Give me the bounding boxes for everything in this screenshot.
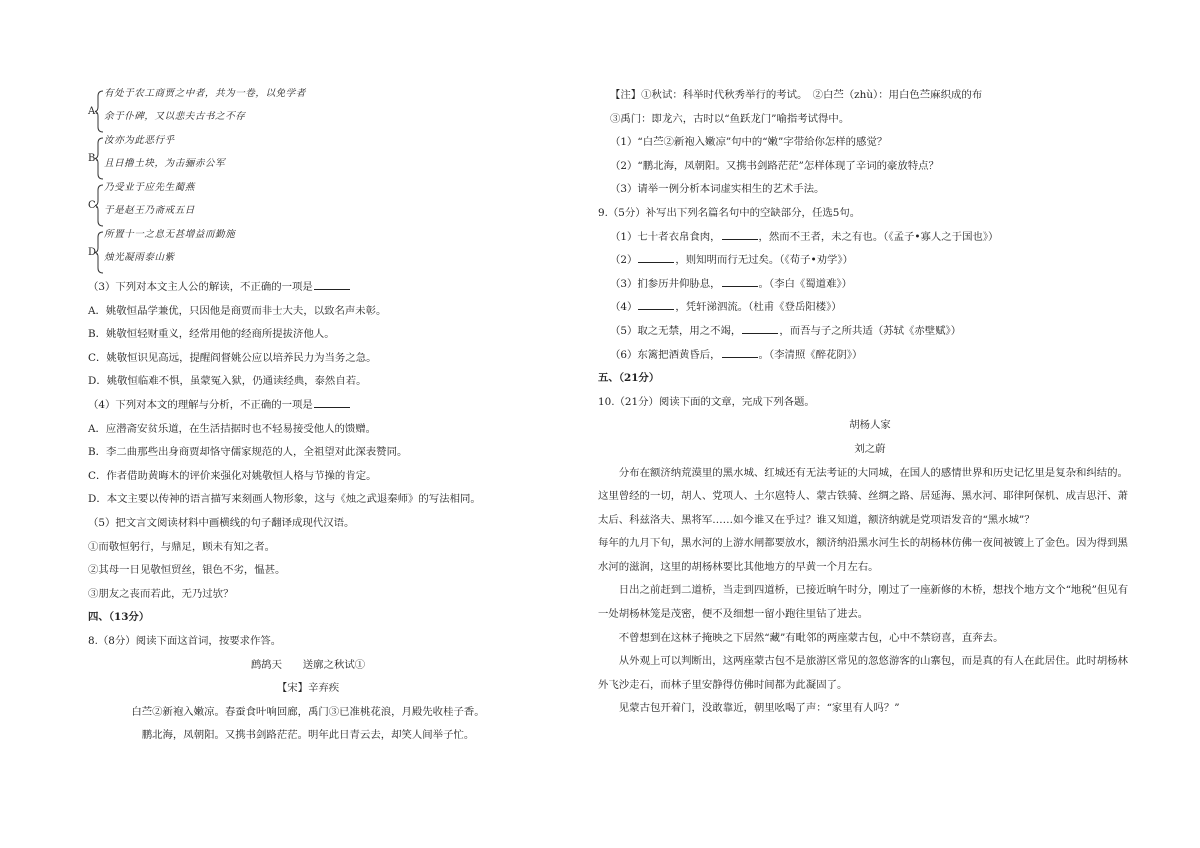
answer-blank [742, 323, 778, 334]
translation-item: ①而敬恒躬行，与鼎足，顾未有知之者。 [88, 540, 276, 553]
fill-blank-item [610, 249, 1130, 273]
question-5-items [88, 536, 528, 607]
question-4: （4）下列对本文的理解与分析，不正确的一项是 [88, 394, 528, 418]
poem-question-item: （1）“白苎②新袍入嫩凉”句中的“嫩”字带给你怎样的感觉？ [610, 136, 888, 149]
question-9-items [610, 226, 1130, 368]
option-line-1: 所置十一之息无甚增益而勤施 [104, 229, 236, 240]
fill-blank-suffix: ，则知明而行无过矣。（《荀子•劝学》） [675, 254, 853, 267]
fill-blank-suffix: ，而吾与子之所共适（苏轼《赤壁赋》） [779, 324, 962, 337]
fill-blank-item [610, 273, 1130, 297]
fill-blank-suffix: ，凭轩涕泗流。（杜甫《登岳阳楼》） [675, 301, 842, 314]
fill-blank-prefix: （5）取之无禁，用之不竭， [610, 324, 742, 337]
brace-icon [94, 231, 104, 274]
brace-icon [94, 90, 104, 133]
answer-blank [722, 276, 758, 287]
option-letter: B. [88, 153, 99, 164]
answer-blank [722, 229, 758, 240]
poem-line-2: 鹏北海，凤朝阳。又携书剑路茫茫。明年此日青云去，却笑人间举子忙。 [141, 729, 475, 742]
option-line-2: 且日撸土块，为击骊赤公军 [104, 158, 226, 169]
fill-blank-prefix: （3）扪参历井仰胁息， [610, 277, 721, 290]
fill-blank-item [610, 320, 1130, 344]
choice-item: A．应潜斋安贫乐道，在生活拮据时也不轻易接受他人的馈赠。 [88, 422, 377, 435]
poem-note-2: ③禹门：即龙六，古时以“鱼跃龙门”喻指考试得中。 [610, 112, 850, 125]
option-line-1: 汝亦为此恶行乎 [104, 135, 175, 146]
choice-item: C．姚敬恒识见高远，提醒阎督姚公应以培养民力为当务之急。 [88, 351, 377, 364]
choice-item: A．姚敬恒晶学兼优，只因他是商贾而非士大夫，以致名声未彰。 [88, 304, 387, 317]
option-group [88, 229, 528, 276]
article-paragraph-6: 见蒙古包开着门，没敢靠近，朝里吆喝了声：“家里有人吗？” [618, 702, 900, 715]
choice-item: B．姚敬恒轻财重义，经常用他的经商所提拔济他人。 [88, 328, 335, 341]
option-letter: D. [88, 247, 99, 258]
answer-blank [722, 347, 758, 358]
answer-blank [314, 279, 350, 290]
question-3-choices [88, 300, 528, 394]
poem-note-1: 【注】①秋试：科举时代秋秀举行的考试。 ②白苎（zhù）：用白色苎麻织成的布 [610, 89, 983, 101]
option-line-2: 烛光凝雨泰山紫 [104, 252, 175, 263]
answer-blank [638, 252, 674, 263]
fill-blank-item [610, 226, 1130, 250]
fill-blank-suffix: 。（李白《蜀道难》） [758, 277, 853, 290]
section-4-heading: 四、（13分） [88, 611, 150, 624]
question-4-choices [88, 418, 528, 512]
option-letter: C. [88, 200, 99, 211]
brace-icon [94, 137, 104, 180]
answer-blank [638, 299, 674, 310]
question-8: 8.（8分）阅读下面这首词，按要求作答。 [88, 634, 282, 647]
fill-blank-suffix: ，然而不王者，未之有也。（《孟子•寡人之于国也》） [758, 230, 999, 243]
article-title: 胡杨人家 [849, 419, 891, 432]
section-5-heading: 五、（21分） [598, 372, 660, 385]
left-column [88, 88, 528, 748]
article-paragraph-2: 每年的九月下旬，黑水河的上游水闸都要放水，额济纳沿黑水河生长的胡杨林仿佛一夜间被镀上了金色。因为得到黑水河的滋润，这里的胡杨林要比其他地方的早黄一个月左右。 [598, 537, 1128, 573]
question-3: （3）下列对本文主人公的解读，不正确的一项是 [88, 276, 528, 300]
option-letter: A. [88, 106, 99, 117]
article-paragraph-1: 分布在额济纳荒漠里的黑水城、红城还有无法考证的大同城，在国人的感情世界和历史记忆里是复杂和纠结的。这里曾经的一切，胡人、党项人、土尔扈特人、蒙古铁骑、丝绸之路、居延海、黑水河、耶律阿保机、成吉思汗、萧太后、科兹洛夫、黑将军……如今谁又在乎过？谁又知道，额济纳就是党项语发音的“黑水城”？ [598, 466, 1128, 526]
translation-item: ②其母一日见敬恒贸丝，银色不劣，愠甚。 [88, 564, 286, 577]
question-8-items [610, 131, 1130, 202]
poem-title: 鹧鸪天 送廓之秋试① [250, 658, 366, 671]
choice-item: D．姚敬恒临难不惧，虽蒙冤入狱，仍通读经典，泰然自若。 [88, 375, 367, 388]
poem-question-item: （2）“鹏北海，凤朝阳。又携书剑路茫茫”怎样体现了辛词的豪放特点？ [610, 159, 939, 172]
option-line-2: 余于仆碑，又以悲夫古书之不存 [104, 111, 246, 122]
question-5: （5）把文言文阅读材料中画横线的句子翻译成现代汉语。 [88, 516, 355, 529]
choice-item: D．本文主要以传神的语言描写来刻画人物形象，这与《烛之武退秦师》的写法相同。 [88, 493, 481, 506]
fill-blank-suffix: 。（李清照《醉花阴》） [758, 348, 863, 361]
fill-blank-prefix: （6）东篱把酒黄昏后， [610, 348, 721, 361]
fill-blank-prefix: （4） [610, 301, 638, 314]
option-group [88, 88, 528, 135]
question-9: 9.（5分）补写出下列名篇名句中的空缺部分，任选5句。 [598, 206, 861, 219]
option-line-1: 有处于农工商贾之中者，共为一卷，以免学者 [104, 88, 306, 99]
question-10: 10.（21分）阅读下面的文章，完成下列各题。 [598, 395, 815, 408]
choice-item: B．李二曲那些出身商贾却恪守儒家规范的人，全祖望对此深表赞同。 [88, 446, 408, 459]
article-paragraph-5: 从外观上可以判断出，这两座蒙古包不是旅游区常见的忽悠游客的山寨包，而是真的有人在此居住。此时胡杨林外飞沙走石，而林子里安静得仿佛时间都为此凝固了。 [598, 655, 1128, 691]
right-column [598, 84, 1130, 721]
poem-question-item: （3）请举一例分析本词虚实相生的艺术手法。 [610, 183, 825, 196]
option-line-2: 于是赵王乃斋戒五日 [104, 205, 195, 216]
brace-icon [94, 184, 104, 227]
choice-item: C．作者借助黄晦木的评价来强化对姚敬恒人格与节操的肯定。 [88, 469, 377, 482]
article-paragraph-3: 日出之前赶到二道桥，当走到四道桥，已接近晌午时分，刚过了一座新修的木桥，想找个地方文个“地税”但见有一处胡杨林笼是茂密，便不及细想一留小跑往里钻了进去。 [598, 584, 1129, 621]
fill-blank-item [610, 296, 1130, 320]
answer-options [88, 88, 528, 276]
fill-blank-item [610, 344, 1130, 368]
option-group [88, 182, 528, 229]
translation-item: ③朋友之丧而若此，无乃过欤？ [88, 587, 234, 600]
article-paragraph-4: 不曾想到在这林子掩映之下居然“藏”有毗邻的两座蒙古包，心中不禁窃喜，直奔去。 [618, 631, 1004, 644]
fill-blank-prefix: （2） [610, 254, 638, 267]
article-author: 刘之蔚 [854, 442, 886, 455]
option-group [88, 135, 528, 182]
option-line-1: 乃受业于应先生蔺燕 [104, 182, 195, 193]
poem-line-1: 白苎②新袍入嫩凉。春蚕食叶响回廊，禹门③已准桃花浪，月殿先收桂子香。 [131, 705, 485, 718]
answer-blank [314, 397, 350, 408]
fill-blank-prefix: （1）七十者衣帛食肉， [610, 230, 721, 243]
poem-author: 【宋】辛弃疾 [276, 682, 340, 695]
